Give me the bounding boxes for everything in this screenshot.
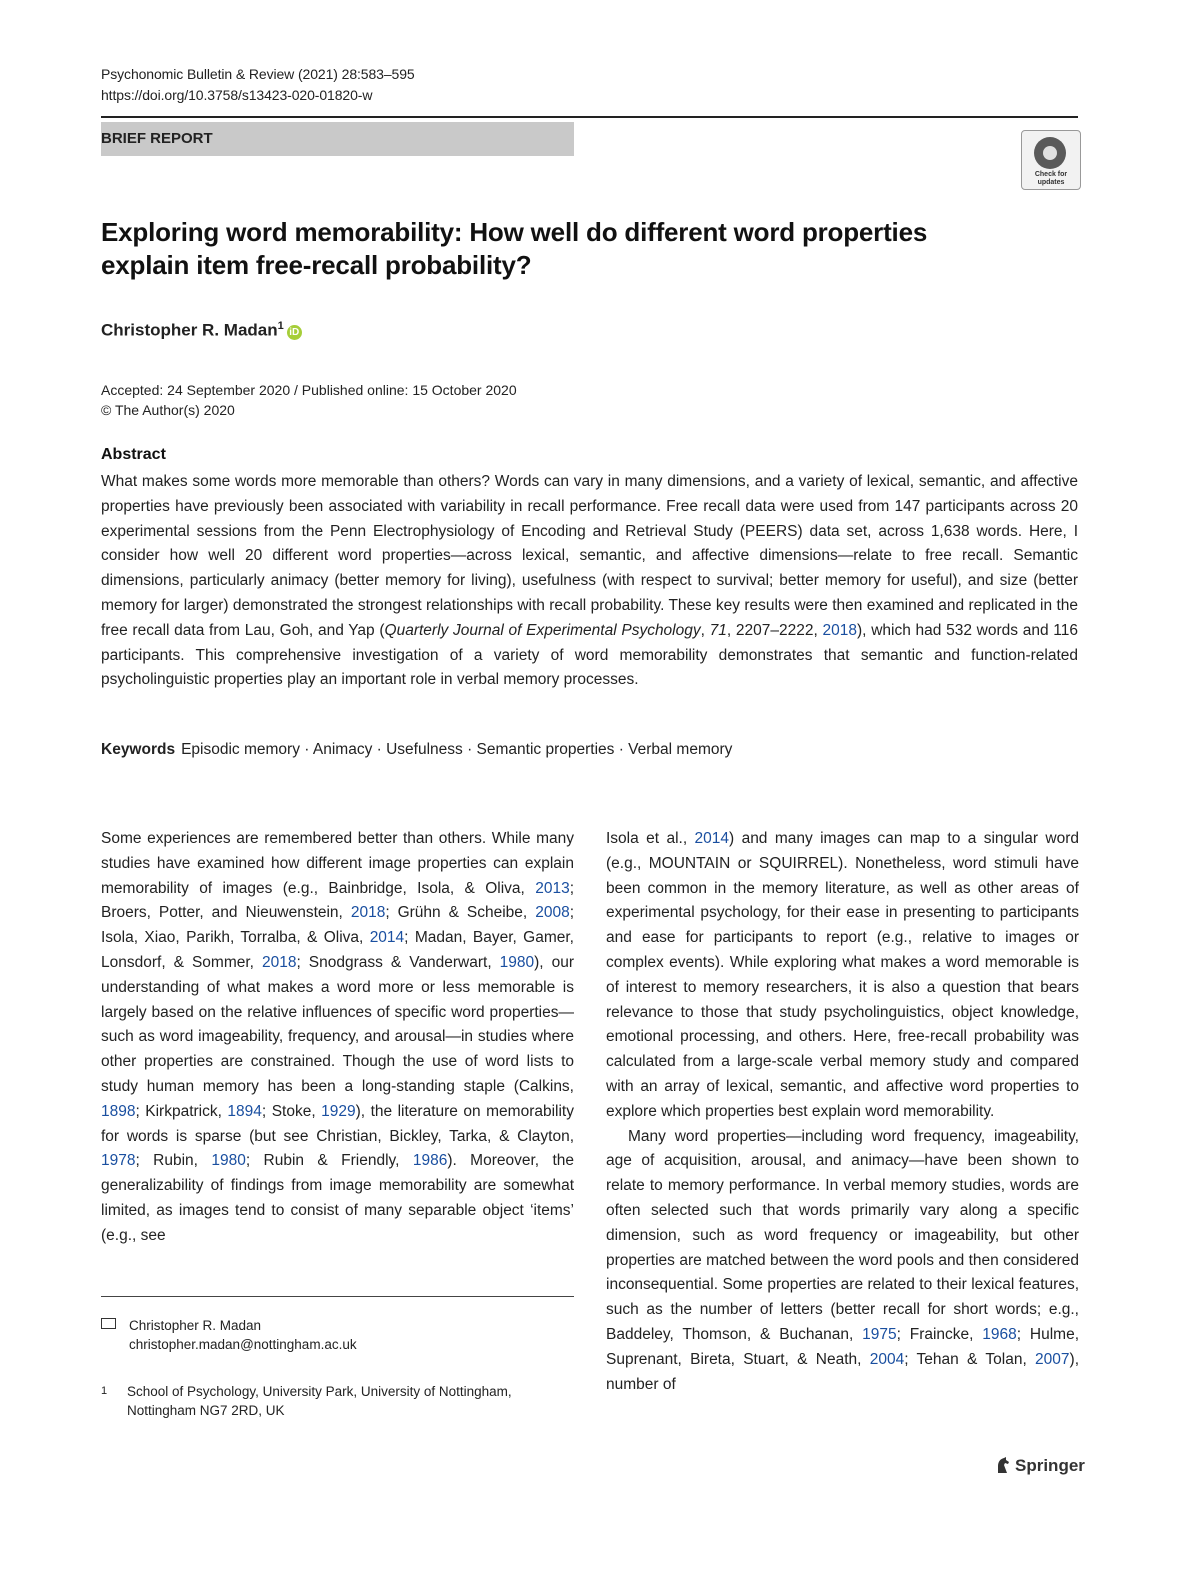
publisher-logo [995,1456,1085,1476]
keywords-label: Keywords [101,741,176,758]
reference-link[interactable]: 2008 [535,904,570,922]
contact-name: Christopher R. Madan [129,1318,262,1333]
journal-italic: Quarterly Journal of Experimental Psychology [384,621,701,639]
reference-link[interactable]: 1978 [101,1152,136,1170]
body-text: Many word properties—including word frequency, imageability, age of acquisition, arousal, and animacy—have been shown to relate to memory performance. In verbal memory studies, words are often selected such that words primarily vary along a specific dimension, such as word frequency or imageability, but other properties are matched between the word pools and then considered inconsequential. Some properties are related to their lexical features, such as the number of letters (better recall for short words; e.g., Baddeley, Thomson, & Buchanan, [606,1127,1079,1343]
reference-link[interactable]: 2018 [350,904,386,922]
abstract-heading: Abstract [101,446,166,463]
title-line-2: explain item free-recall probability? [101,250,532,280]
abstract-pages: , 2207–2222, [726,621,823,639]
abstract-sep: , [700,621,710,639]
section-label: BRIEF REPORT [101,130,213,147]
body-text: ) and many images can map to a singular word (e.g., MOUNTAIN or SQUIRREL). Nonetheless, word stimuli have been common in the memory literature, as well as other areas of experimental psychology, for their ease in presenting to participants and ease for participants to report (e.g., relative to images or complex events). While exploring what makes a word memorable is of interest to memory researchers, it is also a question that bears relevance to those that study psycholinguistics, object knowledge, emotional processing, and others. Here, free-recall probability was calculated from a large-scale verbal memory study and compared with an array of lexical, semantic, and affective word properties to explore which properties best explain word memorability. [606,830,1080,1120]
reference-link[interactable]: 2018 [822,621,858,639]
title-line-1: Exploring word memorability: How well do different word properties [101,217,928,247]
body-text: Some experiences are remembered better than others. While many studies have examined how different image properties can explain memorability of images (e.g., Bainbridge, Isola, & Oliva, [101,830,574,897]
author-affil-sup: 1 [277,320,284,332]
top-rule [101,116,1078,118]
body-text: ), number of [606,1350,1079,1393]
abstract-part-2: ), which had 532 words and 116 participants. This comprehensive investigation of a variety of word memorability demonstrates that semantic and function-related psycholinguistic properties play an important role in verbal memory processes. [101,621,1079,689]
dates-line: Accepted: 24 September 2020 / Published online: 15 October 2020 [101,382,517,398]
envelope-icon [101,1318,116,1329]
reference-link[interactable]: 1980 [499,953,535,971]
springer-horse-icon [995,1456,1011,1474]
reference-link[interactable]: 1929 [321,1102,356,1120]
body-text: ), our understanding of what makes a word more or less memorable is largely based on the relative influences of specific word properties—such as word imageability, frequency, and arousal—in studies where other properties are constrained. Though the use of word lists to study human memory has been a long-standing staple (Calkins, [101,953,574,1095]
check-for-updates-badge[interactable] [1021,130,1081,190]
reference-link[interactable]: 2007 [1035,1350,1070,1368]
reference-link[interactable]: 2013 [535,879,570,897]
corresponding-author [101,1316,357,1354]
orcid-icon[interactable]: iD [287,325,302,340]
author-name: Christopher R. Madan [101,320,278,340]
body-text: ; Grühn & Scheibe, [385,904,536,922]
affil-number: 1 [101,1385,108,1397]
keywords-list: Episodic memory · Animacy · Usefulness · Semantic properties · Verbal memory [181,741,733,758]
body-text: ; Tehan & Tolan, [904,1350,1036,1368]
body-left-column [101,827,574,1249]
footnote-rule [101,1296,574,1297]
reference-link[interactable]: 1986 [412,1152,448,1170]
body-text: ). Moreover, the generalizability of findings from image memorability are somewhat limited, as images tend to consist of many separable object ‘items’ (e.g., see [101,1152,575,1244]
journal-citation: Psychonomic Bulletin & Review (2021) 28:583–595 [101,66,415,82]
reference-link[interactable]: 2014 [694,830,730,847]
crossmark-icon [1034,137,1066,169]
abstract-part-1: What makes some words more memorable than others? Words can vary in many dimensions, and a variety of lexical, semantic, and affective properties have previously been associated with variability in recall performance. Free recall data were used from 147 participants across 20 experimental sessions from the Penn Electrophysiology of Encoding and Retrieval Study (PEERS) data set, across 1,638 words. Here, I consider how well 20 different word properties—across lexical, semantic, and affective dimensions—relate to free recall. Semantic dimensions, particularly animacy (better memory for living), usefulness (with respect to survival; better memory for useful), and size (better memory for larger) demonstrated the strongest relationships with recall probability. These key results were then examined and replicated in the free recall data from Lau, Goh, and Yap ( [101,473,1078,639]
reference-link[interactable]: 1968 [982,1325,1017,1343]
reference-link[interactable]: 2014 [369,929,405,947]
body-text: ; Rubin & Friendly, [245,1152,413,1170]
reference-link[interactable]: 1894 [227,1102,262,1120]
body-right-column [606,827,1079,1397]
section-banner [101,122,574,156]
affil-line-2: Nottingham NG7 2RD, UK [127,1403,285,1418]
body-text: ; Stoke, [261,1102,322,1120]
body-text: ; Broers, Potter, and Nieuwenstein, [101,879,574,922]
body-text: ; Kirkpatrick, [135,1102,228,1120]
reference-link[interactable]: 1975 [862,1325,897,1343]
journal-volume: 71 [709,621,727,639]
keywords-line [101,741,732,759]
copyright-line: © The Author(s) 2020 [101,402,235,418]
body-text: ; Hulme, Suprenant, Bireta, Stuart, & Neath, [606,1325,1079,1368]
contact-email[interactable]: christopher.madan@nottingham.ac.uk [129,1337,357,1352]
affiliation [101,1382,512,1420]
reference-link[interactable]: 1980 [211,1152,246,1170]
reference-link[interactable]: 2004 [869,1350,905,1368]
body-text: ; Madan, Bayer, Gamer, Lonsdorf, & Sommer, [101,929,574,971]
reference-link[interactable]: 2018 [261,953,297,971]
reference-link[interactable]: 1898 [101,1102,136,1120]
affil-line-1: School of Psychology, University Park, University of Nottingham, [127,1384,512,1399]
body-text: ; Rubin, [135,1152,212,1170]
author-line [101,320,302,341]
body-text: Isola et al., [606,830,695,847]
body-text: ; Isola, Xiao, Parikh, Torralba, & Oliva, [101,904,574,947]
abstract-text [101,470,1078,693]
publisher-name: Springer [1015,1456,1085,1475]
check-updates-label: Check for updates [1034,171,1068,186]
article-title [101,216,1001,282]
body-text: ; Fraincke, [896,1325,983,1343]
doi-link[interactable]: https://doi.org/10.3758/s13423-020-01820-w [101,87,373,103]
body-text: ; Snodgrass & Vanderwart, [296,953,500,971]
publication-dates [101,380,517,420]
body-text: ), the literature on memorability for words is sparse (but see Christian, Bickley, Tarka, & Clayton, [101,1102,574,1145]
